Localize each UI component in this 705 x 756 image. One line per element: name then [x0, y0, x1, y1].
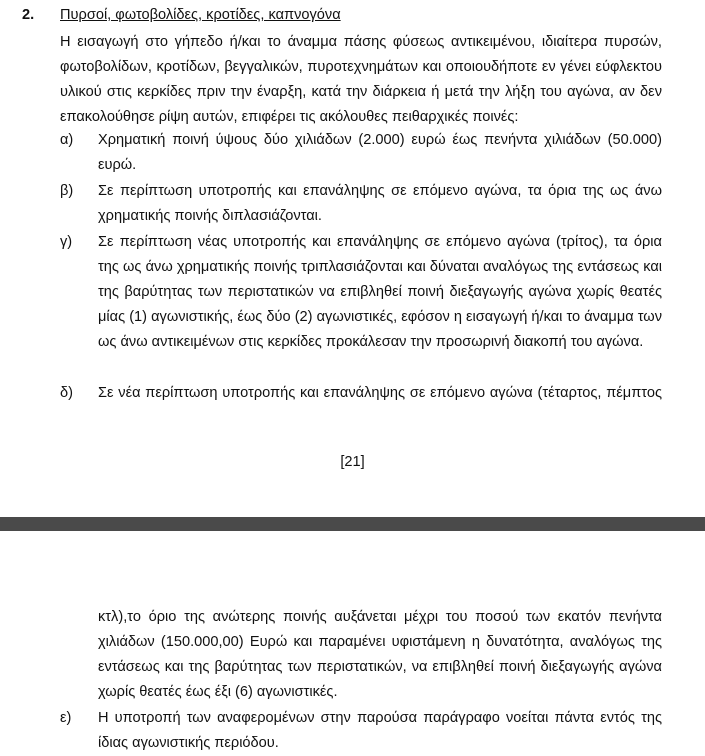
list-item-label: ε) — [60, 710, 72, 726]
list-item-text: Σε περίπτωση υποτροπής και επανάληψης σε επόμενο αγώνα, τα όρια της ως άνω χρηματικής ποινής διπλασιάζονται. — [98, 183, 662, 224]
page-number: [21] — [340, 454, 365, 470]
section-title: Πυρσοί, φωτοβολίδες, κροτίδες, καπνογόνα — [60, 7, 341, 23]
page-break-divider — [0, 517, 705, 531]
list-item-text: Σε νέα περίπτωση υποτροπής και επανάληψης σε επόμενο αγώνα (τέταρτος, πέμπτος — [98, 385, 662, 401]
section-intro-paragraph: Η εισαγωγή στο γήπεδο ή/και το άναμμα πάσης φύσεως αντικειμένου, ιδιαίτερα πυρσών, φωτοβολίδων, κροτίδων, βεγγαλικών, πυροτεχνημάτων και οποιουδήποτε εν γένει εύφλεκτου υλικού στις κερκίδες πριν την έναρξη, κατά την διάρκεια ή μετά την λήξη του αγώνα, αν δεν επακολούθησε ρίψη αυτών, επιφέρει τις ακόλουθες πειθαρχικές ποινές: — [60, 34, 662, 125]
section-number: 2. — [22, 7, 35, 23]
list-item-text: Η υποτροπή των αναφερομένων στην παρούσα παράγραφο νοείται πάντα εντός της ίδιας αγωνιστικής περιόδου. — [98, 710, 662, 751]
list-item-label: α) — [60, 132, 74, 148]
list-item-label: β) — [60, 183, 74, 199]
list-item-label: γ) — [60, 234, 73, 250]
list-item-text: Χρηματική ποινή ύψους δύο χιλιάδων (2.000) ευρώ έως πενήντα χιλιάδων (50.000) ευρώ. — [98, 132, 662, 173]
list-item-label: δ) — [60, 385, 73, 401]
list-item-text: Σε περίπτωση νέας υποτροπής και επανάληψης σε επόμενο αγώνα (τρίτος), τα όρια της ως άνω χρηματικής ποινής τριπλασιάζονται και δύναται αναλόγως της εντάσεως και της βαρύτητας των περιστατικών να επιβληθεί ποινή διεξαγωγής αγώνα χωρίς θεατές μίας (1) αγωνιστικής, έως δύο (2) αγωνιστικές, εφόσον η εισαγωγή ή/και το άναμμα των ως άνω αντικειμένων στις κερκίδες προκάλεσαν την προσωρινή διακοπή του αγώνα. — [98, 234, 662, 350]
continuation-paragraph: κτλ),το όριο της ανώτερης ποινής αυξάνεται μέχρι του ποσού των εκατόν πενήντα χιλιάδων (150.000,00) Ευρώ και παραμένει υφιστάμενη η δυνατότητα, αναλόγως της εντάσεως και της βαρύτητας των περιστατικών, να επιβληθεί ποινή διεξαγωγής αγώνα χωρίς θεατές έως έξι (6) αγωνιστικές. — [98, 609, 662, 700]
